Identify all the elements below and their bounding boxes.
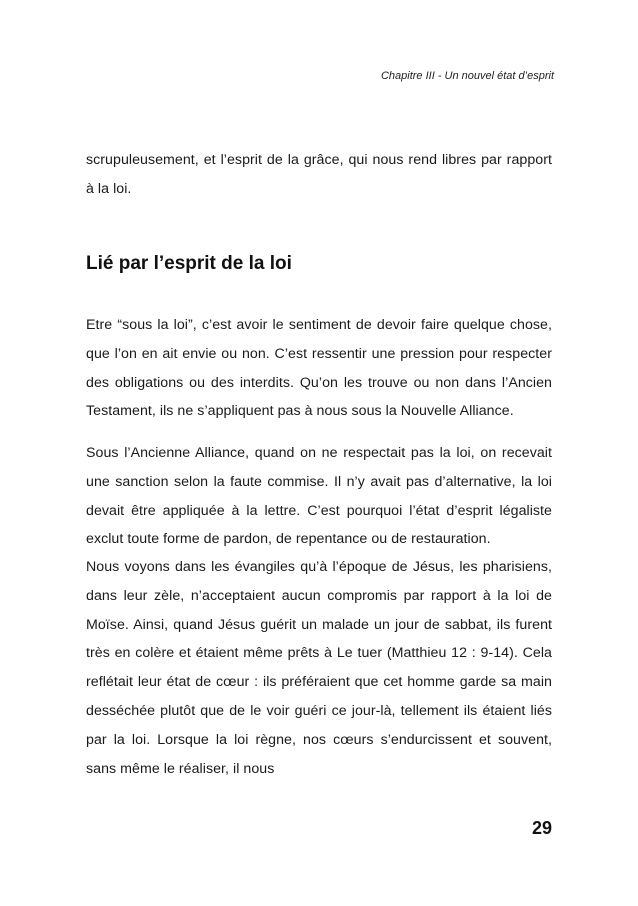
paragraph-sous-la-loi: Etre “sous la loi”, c’est avoir le sentiment de devoir faire quelque chose, que l’on en ait envie ou non. C’est ressentir une pression pour respecter des obligations ou des interdits. Qu’on les trouve ou non dans l’Ancien Testament, ils ne s’appliquent pas à nous sous la Nouvelle Alliance.	[86, 317, 552, 420]
running-header: Chapitre III - Un nouvel état d’esprit	[380, 70, 554, 82]
paragraph-pharisiens: Nous voyons dans les évangiles qu’à l’époque de Jésus, les pharisiens, dans leur zèle, n’acceptaient aucun compromis par rapport à la loi de Moïse. Ainsi, quand Jésus guérit un malade un jour de sabbat, ils furent très en colère et étaient même prêts à Le tuer (Matthieu 12 : 9-14). Cela reflétait leur état de cœur : ils préféraient que cet homme garde sa main desséchée plutôt que de le voir guéri ce jour-là, tellement ils étaient liés par la loi. Lorsque la loi règne, nos cœurs s’endurcissent et souvent, sans même le réaliser, il nous	[86, 559, 552, 777]
page-number: 29	[531, 818, 552, 838]
paragraph-ancienne-alliance: Sous l’Ancienne Alliance, quand on ne respectait pas la loi, on recevait une sanction selon la faute commise. Il n’y avait pas d’alternative, la loi devait être appliquée à la lettre. C’est pourquoi l’état d’esprit légaliste exclut toute forme de pardon, de repentance ou de restauration.	[86, 445, 552, 548]
section-heading: Lié par l’esprit de la loi	[86, 253, 292, 274]
paragraph-continuation: scrupuleusement, et l’esprit de la grâce, qui nous rend libres par rapport à la loi.	[86, 152, 552, 197]
